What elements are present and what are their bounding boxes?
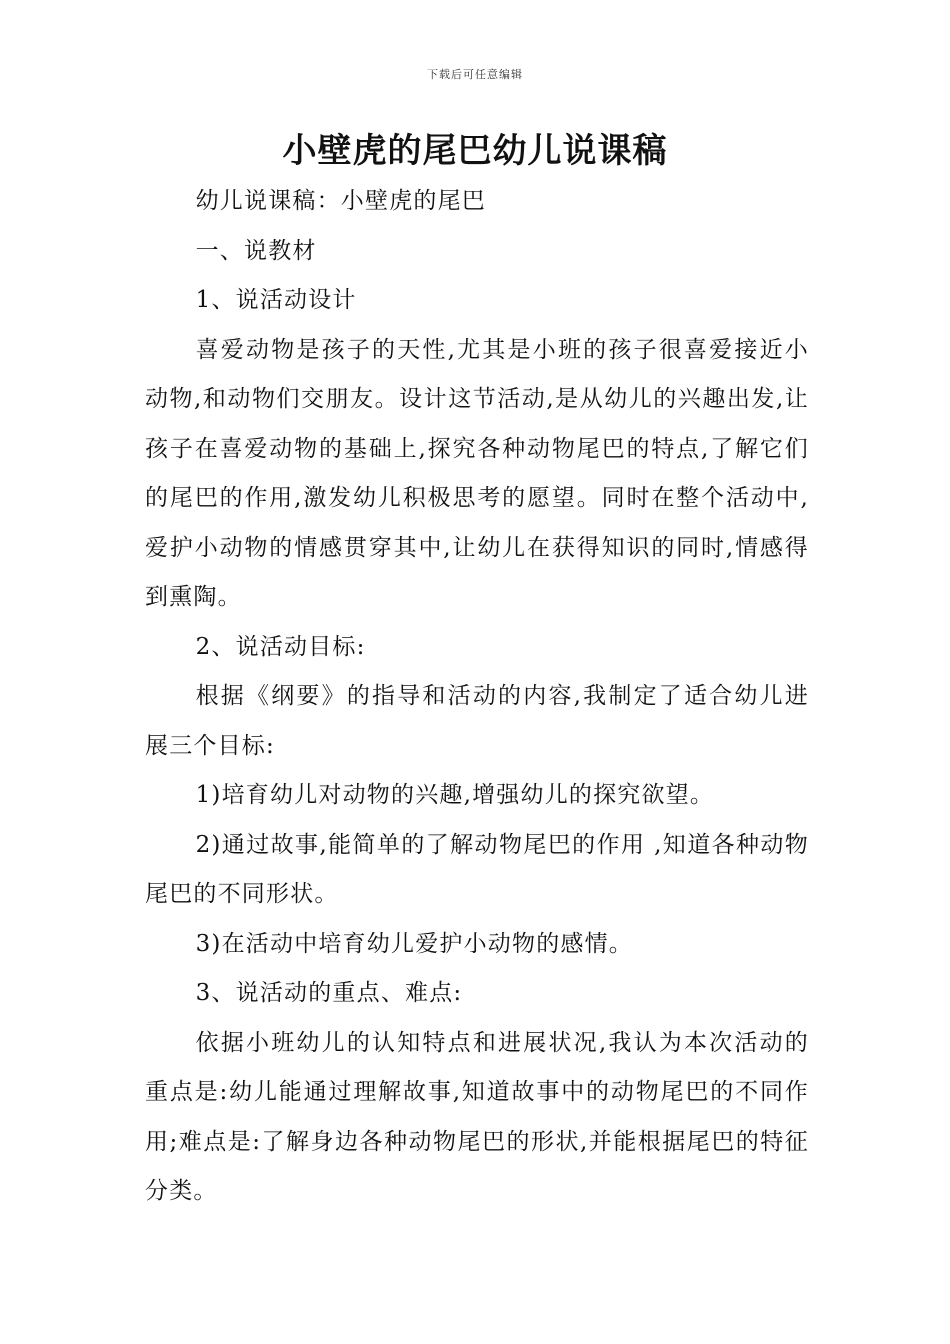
paragraph-key-points: 依据小班幼儿的认知特点和进展状况,我认为本次活动的重点是:幼儿能通过理解故事,知道故事中的动物尾巴的不同作用;难点是:了解身边各种动物尾巴的形状,并能根据尾巴的特征分类。 [145, 1029, 809, 1204]
header-note: 下载后可任意编辑 [427, 68, 523, 81]
document-body [145, 177, 809, 1217]
paragraph-activity-design: 喜爱动物是孩子的天性,尤其是小班的孩子很喜爱接近小动物,和动物们交朋友。设计这节活动,是从幼儿的兴趣出发,让孩子在喜爱动物的基础上,探究各种动物尾巴的特点,了解它们的尾巴的作用,激发幼儿积极思考的愿望。同时在整个活动中,爱护小动物的情感贯穿其中,让幼儿在获得知识的同时,情感得到熏陶。 [145, 336, 809, 610]
subheading-activity-design: 1、说活动设计 [195, 287, 357, 313]
goal-item-1: 1)培育幼儿对动物的兴趣,增强幼儿的探究欲望。 [195, 782, 715, 808]
subheading-key-points: 3、说活动的重点、难点: [195, 980, 463, 1006]
paragraph-subtitle: 幼儿说课稿：小壁虎的尾巴 [195, 188, 486, 214]
paragraph-goals-intro: 根据《纲要》的指导和活动的内容,我制定了适合幼儿进展三个目标: [145, 683, 809, 759]
goal-item-3: 3)在活动中培育幼儿爱护小动物的感情。 [195, 930, 634, 957]
subheading-activity-goals: 2、说活动目标: [195, 633, 366, 660]
goal-item-2: 2)通过故事,能简单的了解动物尾巴的作用 ,知道各种动物尾巴的不同形状。 [145, 831, 809, 907]
document-title: 小壁虎的尾巴幼儿说课稿 [282, 131, 668, 171]
section-heading-teaching-material: 一、说教材 [195, 237, 317, 264]
